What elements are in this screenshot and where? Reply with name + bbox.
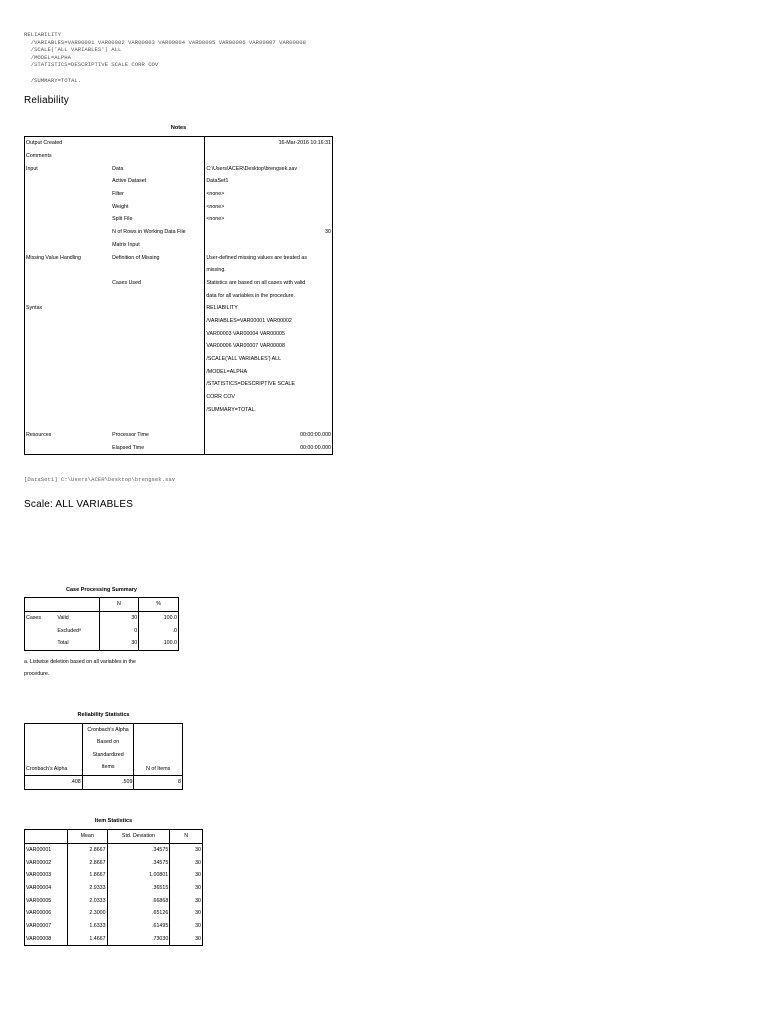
notes-sublabel bbox=[111, 365, 205, 378]
notes-row bbox=[25, 264, 333, 277]
case-percent: 100.0 bbox=[139, 637, 179, 650]
notes-row bbox=[25, 289, 333, 302]
notes-value: <none> bbox=[205, 213, 333, 226]
notes-row bbox=[25, 403, 333, 416]
item-n: 30 bbox=[170, 882, 203, 895]
item-mean: 2.8667 bbox=[67, 843, 107, 856]
scale-heading: Scale: ALL VARIABLES bbox=[24, 499, 134, 510]
item-std-deviation: .65126 bbox=[107, 907, 170, 920]
case-percent: 100.0 bbox=[139, 611, 179, 624]
notes-value: DataSet1 bbox=[205, 175, 333, 188]
item-n: 30 bbox=[170, 856, 203, 869]
case-row bbox=[25, 611, 179, 624]
notes-label bbox=[25, 403, 112, 416]
footnote-line: procedure. bbox=[24, 670, 50, 677]
syntax-line: RELIABILITY bbox=[24, 31, 61, 38]
notes-value: /SCALE('ALL VARIABLES') ALL bbox=[205, 353, 333, 366]
notes-label bbox=[25, 378, 112, 391]
case-label bbox=[25, 624, 57, 637]
item-mean: 2.3000 bbox=[67, 907, 107, 920]
notes-value: <none> bbox=[205, 188, 333, 201]
notes-label bbox=[25, 353, 112, 366]
notes-row bbox=[25, 137, 333, 150]
notes-label: Syntax bbox=[25, 302, 112, 315]
item-variable: VAR00006 bbox=[25, 907, 68, 920]
notes-label bbox=[25, 175, 112, 188]
notes-value: /VARIABLES=VAR00001 VAR00002 bbox=[205, 315, 333, 328]
header-cell bbox=[25, 830, 68, 844]
item-mean: 1.6333 bbox=[67, 920, 107, 933]
reliability-heading: Reliability bbox=[24, 95, 69, 106]
item-variable: VAR00007 bbox=[25, 920, 68, 933]
item-std-deviation: .34575 bbox=[107, 856, 170, 869]
reliability-stats-table bbox=[24, 723, 183, 790]
case-row bbox=[25, 624, 179, 637]
header-cell: N bbox=[170, 830, 203, 844]
notes-row bbox=[25, 378, 333, 391]
header-line: Cronbach's Alpha bbox=[87, 727, 129, 733]
item-mean: 2.0333 bbox=[67, 894, 107, 907]
item-n: 30 bbox=[170, 907, 203, 920]
item-mean: 2.9333 bbox=[67, 882, 107, 895]
notes-value: /SUMMARY=TOTAL. bbox=[205, 403, 333, 416]
case-n: 0 bbox=[99, 624, 139, 637]
notes-value: CORR COV bbox=[205, 391, 333, 404]
notes-row bbox=[25, 365, 333, 378]
notes-row bbox=[25, 226, 333, 239]
item-std-deviation: 1.00801 bbox=[107, 869, 170, 882]
syntax-line: /SUMMARY=TOTAL. bbox=[24, 76, 82, 84]
notes-sublabel: Split File bbox=[111, 213, 205, 226]
header-line: Standardized bbox=[92, 751, 124, 758]
notes-label bbox=[25, 226, 112, 239]
item-n: 30 bbox=[170, 933, 203, 946]
item-header-row bbox=[25, 830, 203, 844]
notes-sublabel: Weight bbox=[111, 200, 205, 213]
case-summary-footnote bbox=[24, 657, 136, 680]
item-variable: VAR00004 bbox=[25, 882, 68, 895]
notes-label bbox=[25, 264, 112, 277]
notes-row bbox=[25, 175, 333, 188]
item-row bbox=[25, 843, 203, 856]
notes-label bbox=[25, 213, 112, 226]
syntax-line: /STATISTICS=DESCRIPTIVE SCALE CORR COV bbox=[24, 61, 159, 69]
header-cell: Mean bbox=[67, 830, 107, 844]
item-n: 30 bbox=[170, 869, 203, 882]
notes-row bbox=[25, 150, 333, 163]
item-mean: 1.8667 bbox=[67, 869, 107, 882]
notes-label: Input bbox=[25, 162, 112, 175]
item-std-deviation: .61495 bbox=[107, 920, 170, 933]
item-stats-table bbox=[24, 829, 203, 946]
notes-row bbox=[25, 429, 333, 442]
case-sublabel: Total bbox=[56, 637, 99, 650]
item-n: 30 bbox=[170, 894, 203, 907]
notes-value: /MODEL=ALPHA bbox=[205, 365, 333, 378]
item-n: 30 bbox=[170, 843, 203, 856]
cronbach-alpha-header: Cronbach's Alpha bbox=[25, 724, 83, 776]
notes-row bbox=[25, 277, 333, 290]
notes-sublabel bbox=[111, 416, 205, 429]
header-cell bbox=[25, 598, 57, 612]
header-cell bbox=[56, 598, 99, 612]
notes-sublabel: Matrix Input bbox=[111, 239, 205, 252]
item-row bbox=[25, 894, 203, 907]
notes-value: Statistics are based on all cases with valid bbox=[205, 277, 333, 290]
case-sublabel: Valid bbox=[56, 611, 99, 624]
notes-row bbox=[25, 442, 333, 455]
notes-row bbox=[25, 188, 333, 201]
notes-label bbox=[25, 239, 112, 252]
notes-value: data for all variables in the procedure. bbox=[205, 289, 333, 302]
notes-sublabel: Cases Used bbox=[111, 277, 205, 290]
notes-value: 16-Mar-2016 10:16:31 bbox=[205, 137, 333, 150]
notes-value bbox=[205, 416, 333, 429]
notes-row bbox=[25, 315, 333, 328]
notes-value: VAR00003 VAR00004 VAR00005 bbox=[205, 327, 333, 340]
dataset-path: [DataSet1] C:\Users\ACER\Desktop\brengsek.sav bbox=[24, 476, 176, 483]
case-row bbox=[25, 637, 179, 650]
syntax-line: /VARIABLES=VAR00001 VAR00002 VAR00003 VAR00004 VAR00005 VAR00006 VAR00007 VAR00008 bbox=[24, 38, 306, 46]
notes-label: Missing Value Handling bbox=[25, 251, 112, 264]
case-label: Cases bbox=[25, 611, 57, 624]
notes-label bbox=[25, 391, 112, 404]
notes-label bbox=[25, 327, 112, 340]
notes-value: /STATISTICS=DESCRIPTIVE SCALE bbox=[205, 378, 333, 391]
item-stats-title: Item Statistics bbox=[94, 818, 133, 824]
item-std-deviation: .73030 bbox=[107, 933, 170, 946]
notes-label bbox=[25, 188, 112, 201]
notes-sublabel: Definition of Missing bbox=[111, 251, 205, 264]
notes-sublabel bbox=[111, 137, 205, 150]
case-summary-title: Case Processing Summary bbox=[66, 587, 137, 593]
n-items-value: 8 bbox=[134, 776, 183, 790]
notes-sublabel bbox=[111, 340, 205, 353]
notes-value: 30 bbox=[205, 226, 333, 239]
n-items-header: N of Items bbox=[134, 724, 183, 776]
header-cell: Std. Deviation bbox=[107, 830, 170, 844]
standardized-alpha-header bbox=[82, 724, 134, 776]
item-variable: VAR00001 bbox=[25, 843, 68, 856]
notes-value bbox=[205, 239, 333, 252]
item-n: 30 bbox=[170, 920, 203, 933]
case-header-row bbox=[25, 598, 179, 612]
notes-sublabel bbox=[111, 391, 205, 404]
notes-row bbox=[25, 239, 333, 252]
notes-sublabel: Data bbox=[111, 162, 205, 175]
item-row bbox=[25, 920, 203, 933]
notes-value: C:\Users\ACER\Desktop\brengsek.sav bbox=[205, 162, 333, 175]
item-mean: 1.4667 bbox=[67, 933, 107, 946]
notes-row bbox=[25, 416, 333, 429]
notes-sublabel: Active Dataset bbox=[111, 175, 205, 188]
item-row bbox=[25, 907, 203, 920]
item-variable: VAR00003 bbox=[25, 869, 68, 882]
notes-value: 00:00:00.000 bbox=[205, 442, 333, 455]
notes-label: Resources bbox=[25, 429, 112, 442]
notes-row bbox=[25, 327, 333, 340]
item-row bbox=[25, 856, 203, 869]
case-label bbox=[25, 637, 57, 650]
case-summary-table bbox=[24, 597, 179, 651]
notes-row bbox=[25, 391, 333, 404]
notes-label: Output Created bbox=[25, 137, 112, 150]
item-std-deviation: .66868 bbox=[107, 894, 170, 907]
notes-value: RELIABILITY bbox=[205, 302, 333, 315]
notes-value: VAR00006 VAR00007 VAR00008 bbox=[205, 340, 333, 353]
notes-label bbox=[25, 442, 112, 455]
cronbach-alpha-value: .408 bbox=[25, 776, 83, 790]
syntax-line: /SCALE('ALL VARIABLES') ALL bbox=[24, 46, 122, 54]
item-row bbox=[25, 933, 203, 946]
notes-label bbox=[25, 416, 112, 429]
notes-label bbox=[25, 315, 112, 328]
notes-value: <none> bbox=[205, 200, 333, 213]
notes-table bbox=[24, 136, 333, 455]
header-cell: % bbox=[139, 598, 179, 612]
notes-sublabel bbox=[111, 315, 205, 328]
notes-row bbox=[25, 302, 333, 315]
item-variable: VAR00005 bbox=[25, 894, 68, 907]
notes-sublabel: Elapsed Time bbox=[111, 442, 205, 455]
item-row bbox=[25, 869, 203, 882]
notes-label bbox=[25, 200, 112, 213]
notes-row bbox=[25, 213, 333, 226]
notes-sublabel: Processor Time bbox=[111, 429, 205, 442]
notes-label bbox=[25, 289, 112, 302]
case-n: 30 bbox=[99, 611, 139, 624]
notes-row bbox=[25, 340, 333, 353]
syntax-line bbox=[24, 69, 306, 77]
item-std-deviation: .34575 bbox=[107, 843, 170, 856]
notes-sublabel bbox=[111, 327, 205, 340]
notes-sublabel bbox=[111, 378, 205, 391]
item-mean: 2.8667 bbox=[67, 856, 107, 869]
notes-sublabel bbox=[111, 302, 205, 315]
notes-label bbox=[25, 277, 112, 290]
notes-sublabel bbox=[111, 150, 205, 163]
notes-row bbox=[25, 251, 333, 264]
notes-sublabel: Filter bbox=[111, 188, 205, 201]
notes-label bbox=[25, 365, 112, 378]
notes-sublabel bbox=[111, 353, 205, 366]
case-n: 30 bbox=[99, 637, 139, 650]
standardized-alpha-value: .509 bbox=[82, 776, 134, 790]
notes-row bbox=[25, 162, 333, 175]
notes-row bbox=[25, 200, 333, 213]
syntax-block bbox=[24, 31, 306, 84]
notes-value: User-defined missing values are treated as bbox=[205, 251, 333, 264]
item-row bbox=[25, 882, 203, 895]
notes-sublabel bbox=[111, 264, 205, 277]
notes-sublabel: N of Rows in Working Data File bbox=[111, 226, 205, 239]
case-percent: .0 bbox=[139, 624, 179, 637]
reliability-stats-title: Reliability Statistics bbox=[77, 712, 130, 718]
footnote-line: a. Listwise deletion based on all variables in the bbox=[24, 659, 136, 665]
case-sublabel: Excludedᵃ bbox=[56, 624, 99, 637]
notes-row bbox=[25, 353, 333, 366]
item-std-deviation: .36515 bbox=[107, 882, 170, 895]
item-variable: VAR00008 bbox=[25, 933, 68, 946]
header-line: Based on bbox=[96, 739, 120, 746]
notes-value: missing. bbox=[205, 264, 333, 277]
syntax-line: /MODEL=ALPHA bbox=[24, 53, 71, 61]
notes-title: Notes bbox=[170, 125, 187, 131]
header-cell: N bbox=[99, 598, 139, 612]
notes-value: 00:00:00.000 bbox=[205, 429, 333, 442]
notes-label: Comments bbox=[25, 150, 112, 163]
notes-value bbox=[205, 150, 333, 163]
header-line: Items bbox=[101, 763, 115, 770]
notes-label bbox=[25, 340, 112, 353]
notes-sublabel bbox=[111, 289, 205, 302]
notes-sublabel bbox=[111, 403, 205, 416]
item-variable: VAR00002 bbox=[25, 856, 68, 869]
